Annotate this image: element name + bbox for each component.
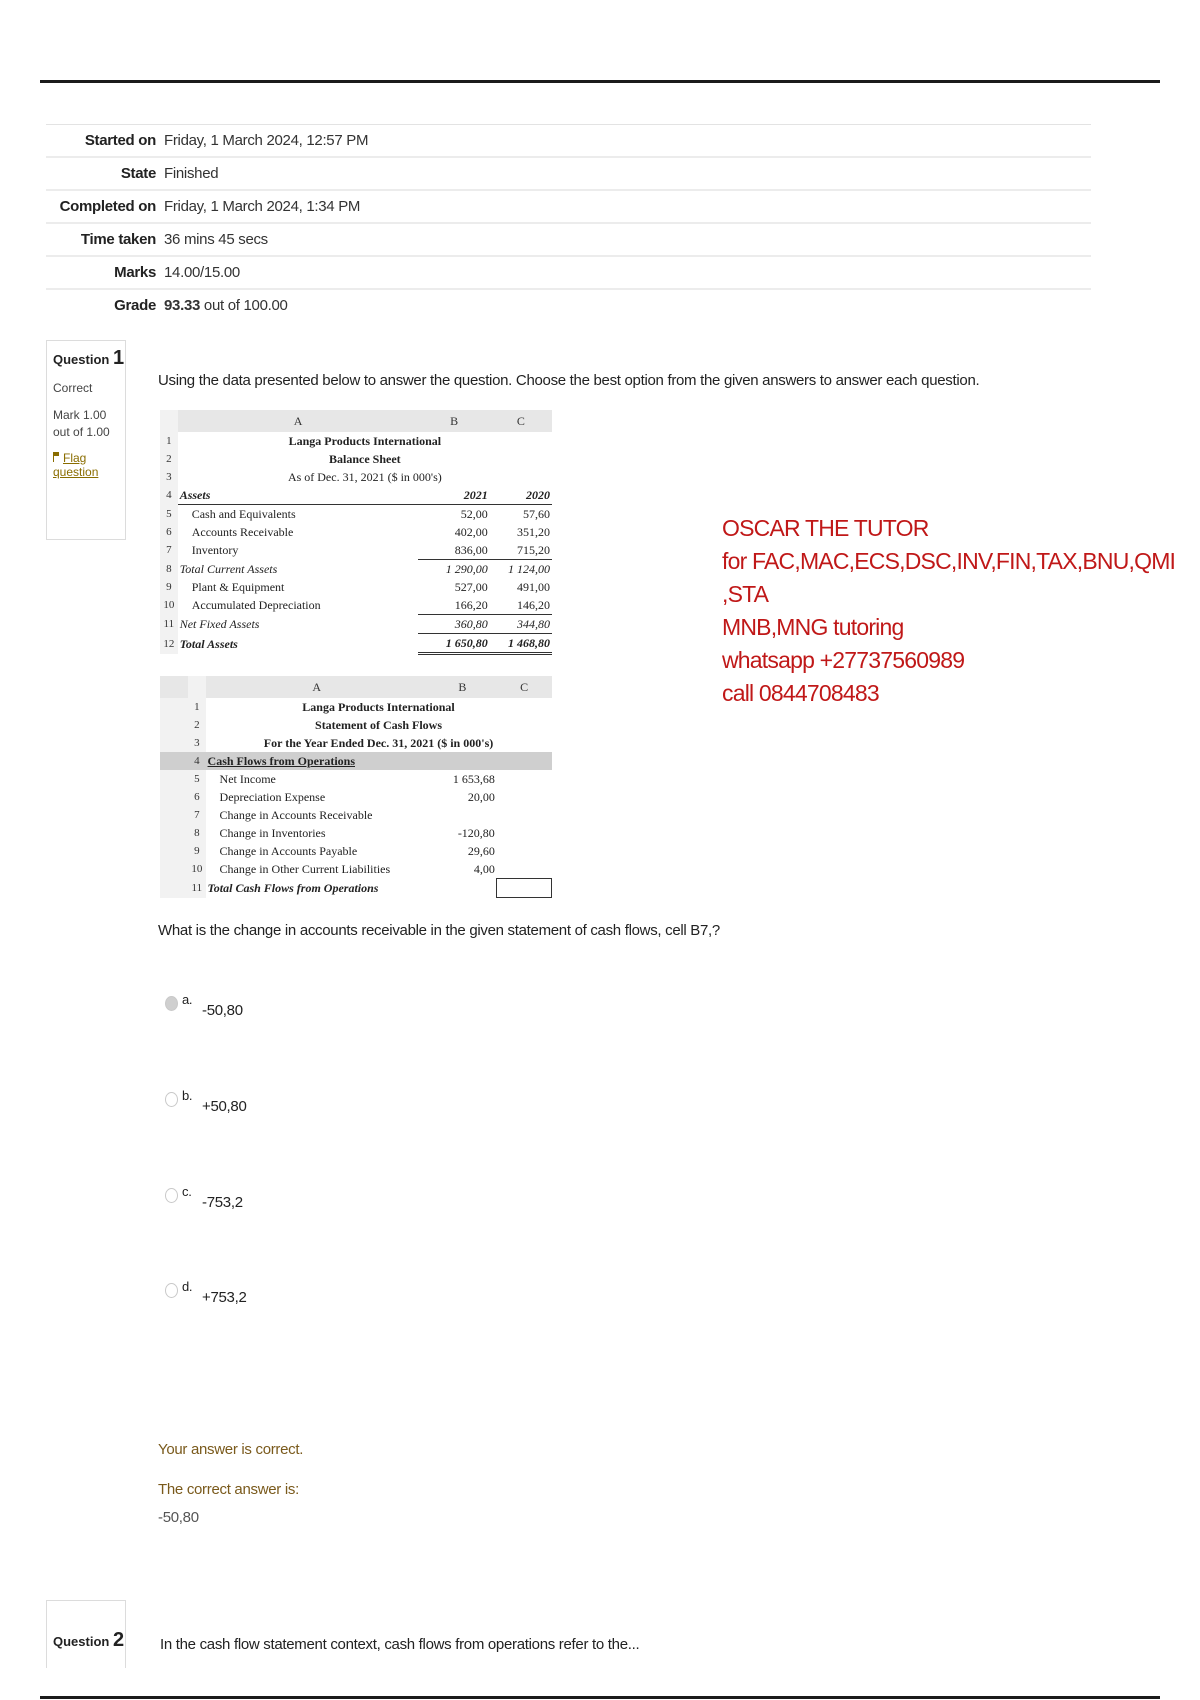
cell: Balance Sheet [329, 452, 401, 466]
cell: Accumulated Depreciation [191, 598, 321, 613]
question-label: Question [53, 352, 110, 367]
sheet-column-header [160, 676, 552, 698]
cell: 2021 [418, 486, 489, 505]
table-row: 11 Total Cash Flows from Operations [160, 879, 552, 898]
table-row: 7 Change in Accounts Receivable [160, 806, 552, 824]
cell: 52,00 [460, 507, 488, 521]
cell: Net Income [219, 772, 276, 786]
col-header: C [497, 676, 552, 698]
table-row: 10 Accumulated Depreciation 166,20 146,20 [160, 596, 552, 615]
cell: Total Assets [179, 636, 238, 651]
option-letter: b. [182, 1088, 193, 1103]
table-row: 4 Cash Flows from Operations [160, 752, 552, 770]
cell: Change in Accounts Receivable [219, 808, 373, 822]
cell: Net Fixed Assets [179, 617, 260, 631]
table-row: 7 Inventory 836,00 715,20 [160, 541, 552, 560]
advert-line: whatsapp +27737560989 [722, 647, 965, 673]
option-value: -753,2 [202, 1194, 243, 1211]
table-row: 4 Assets 2021 2020 [160, 486, 552, 505]
bottom-divider [40, 1696, 1160, 1699]
cell: 57,60 [523, 507, 550, 521]
cell: 166,20 [418, 596, 489, 615]
cell: Total Current Assets [179, 561, 278, 576]
advert-line: OSCAR THE TUTOR [722, 515, 929, 541]
table-row: 6 Accounts Receivable 402,00 351,20 [160, 523, 552, 541]
question-2-text: In the cash flow statement context, cash flows from operations refer to the... [160, 1636, 640, 1653]
col-header: B [418, 410, 489, 432]
summary-row-time [46, 224, 1091, 257]
advert-line: call 0844708483 [722, 680, 879, 706]
question-number-value: 1 [112, 347, 125, 369]
cell: 1 468,80 [490, 634, 552, 654]
cell: 527,00 [454, 580, 488, 594]
flag-label: Flag question [53, 451, 99, 479]
cell: 836,00 [418, 541, 489, 560]
grade-value: 93.33 [164, 297, 201, 314]
question-label: Question [53, 1634, 110, 1649]
cell: -120,80 [457, 826, 495, 840]
summary-label: Time taken [80, 231, 156, 248]
summary-value: 14.00/15.00 [164, 264, 240, 281]
col-header: B [428, 676, 497, 698]
cell: Inventory [191, 543, 239, 558]
cell: For the Year Ended Dec. 31, 2021 ($ in 000's) [263, 736, 494, 750]
col-header: A [178, 410, 419, 432]
summary-value [164, 297, 288, 314]
table-row: 2 Balance Sheet [160, 450, 552, 468]
question-number [53, 1629, 125, 1652]
option-value: +753,2 [202, 1289, 247, 1306]
feedback-correct: Your answer is correct. [158, 1441, 304, 1458]
option-letter: c. [182, 1184, 192, 1199]
summary-row-started [46, 125, 1091, 158]
option-value: +50,80 [202, 1098, 247, 1115]
answer-option-d[interactable] [165, 1281, 247, 1306]
table-row: 8 Total Current Assets 1 290,00 1 124,00 [160, 560, 552, 579]
summary-label: Started on [84, 132, 156, 149]
summary-value: Finished [164, 165, 219, 182]
question-number [53, 347, 125, 370]
summary-row-completed [46, 191, 1091, 224]
table-row: 5 Cash and Equivalents 52,00 57,60 [160, 505, 552, 524]
cell: As of Dec. 31, 2021 ($ in 000's) [287, 470, 442, 484]
summary-row-state [46, 158, 1091, 191]
question-info-1 [46, 340, 126, 540]
radio-unselected[interactable] [165, 1283, 178, 1298]
table-row: 5 Net Income 1 653,68 [160, 770, 552, 788]
cell: 29,60 [467, 844, 495, 858]
radio-unselected[interactable] [165, 1092, 178, 1107]
summary-row-marks [46, 257, 1091, 290]
sheet-column-header [160, 410, 552, 432]
answer-option-a[interactable] [165, 994, 243, 1019]
cell: 1 124,00 [508, 562, 550, 576]
cell: 402,00 [454, 525, 488, 539]
col-header: A [206, 676, 428, 698]
cell: Langa Products International [288, 434, 442, 448]
table-row: 1 Langa Products International [160, 698, 552, 716]
question-number-value: 2 [112, 1629, 125, 1651]
cell: 2020 [490, 486, 552, 505]
table-row: 9 Change in Accounts Payable 29,60 [160, 842, 552, 860]
grade-out-of: out of 100.00 [203, 297, 288, 314]
summary-label: Completed on [59, 198, 156, 215]
answer-option-c[interactable] [165, 1186, 243, 1211]
cell: Cash and Equivalents [191, 507, 296, 521]
cell: 360,80 [418, 615, 489, 634]
question-mark: Mark 1.00 out of 1.00 [53, 408, 110, 439]
cell [428, 806, 497, 824]
feedback-answer-label: The correct answer is: [158, 1481, 299, 1498]
cell: Accounts Receivable [191, 525, 294, 539]
summary-label: State [120, 165, 156, 182]
cell: Langa Products International [302, 700, 455, 714]
advert-line: MNB,MNG tutoring [722, 614, 904, 640]
summary-label: Marks [114, 264, 156, 281]
question-status: Correct [53, 381, 93, 395]
summary-row-grade [46, 290, 1091, 321]
table-row: 6 Depreciation Expense 20,00 [160, 788, 552, 806]
selected-cell [497, 879, 552, 898]
summary-value: Friday, 1 March 2024, 12:57 PM [164, 132, 369, 149]
cell: Change in Accounts Payable [219, 844, 358, 858]
table-row: 8 Change in Inventories -120,80 [160, 824, 552, 842]
feedback-answer: -50,80 [158, 1509, 199, 1526]
col-header: C [490, 410, 552, 432]
cell: 344,80 [490, 615, 552, 634]
question-prompt: What is the change in accounts receivable in the given statement of cash flows, cell B7,? [158, 922, 720, 939]
attempt-summary [46, 124, 1091, 321]
cell: 20,00 [467, 790, 495, 804]
cell: 1 290,00 [445, 562, 488, 576]
cell: 1 653,68 [452, 772, 495, 786]
cell: Assets [178, 486, 419, 505]
cell: Cash Flows from Operations [206, 752, 428, 770]
cell: 491,00 [517, 580, 550, 594]
summary-value: 36 mins 45 secs [164, 231, 268, 248]
cell: Change in Inventories [219, 826, 326, 840]
cell: Depreciation Expense [219, 790, 326, 804]
flag-question-link[interactable] [53, 451, 125, 479]
table-row: 1 Langa Products International [160, 432, 552, 450]
cell: Change in Other Current Liabilities [219, 862, 391, 877]
summary-label: Grade [114, 297, 156, 314]
radio-unselected[interactable] [165, 1188, 178, 1203]
question-info-2 [46, 1600, 126, 1668]
table-row: 9 Plant & Equipment 527,00 491,00 [160, 578, 552, 596]
option-letter: d. [182, 1279, 193, 1294]
flag-icon [53, 452, 60, 462]
cell: 1 650,80 [418, 634, 489, 654]
option-letter: a. [182, 992, 193, 1007]
table-row: 3 For the Year Ended Dec. 31, 2021 ($ in 000's) [160, 734, 552, 752]
cell: 4,00 [473, 862, 495, 877]
cell: 146,20 [490, 596, 552, 615]
top-divider [40, 80, 1160, 83]
cell: Statement of Cash Flows [315, 718, 443, 732]
radio-selected[interactable] [165, 996, 178, 1011]
cell: 351,20 [517, 525, 550, 539]
cell: Plant & Equipment [191, 580, 285, 594]
table-row: 2 Statement of Cash Flows [160, 716, 552, 734]
cell: Total Cash Flows from Operations [207, 881, 379, 895]
table-row: 3 As of Dec. 31, 2021 ($ in 000's) [160, 468, 552, 486]
option-value: -50,80 [202, 1002, 243, 1019]
answer-option-b[interactable] [165, 1090, 247, 1115]
table-row: 12 Total Assets 1 650,80 1 468,80 [160, 634, 552, 654]
advert-line: for FAC,MAC,ECS,DSC,INV,FIN,TAX,BNU,QMI ,STA [722, 548, 1176, 607]
summary-value: Friday, 1 March 2024, 1:34 PM [164, 198, 361, 215]
table-row: 11 Net Fixed Assets 360,80 344,80 [160, 615, 552, 634]
tutor-advert [722, 512, 1200, 710]
balance-sheet-image [160, 410, 552, 655]
table-row: 10 Change in Other Current Liabilities 4,00 [160, 860, 552, 879]
question-intro: Using the data presented below to answer the question. Choose the best option from the given answers to answer each question. [158, 372, 980, 389]
cell: 715,20 [490, 541, 552, 560]
cash-flow-statement-image [160, 676, 552, 898]
